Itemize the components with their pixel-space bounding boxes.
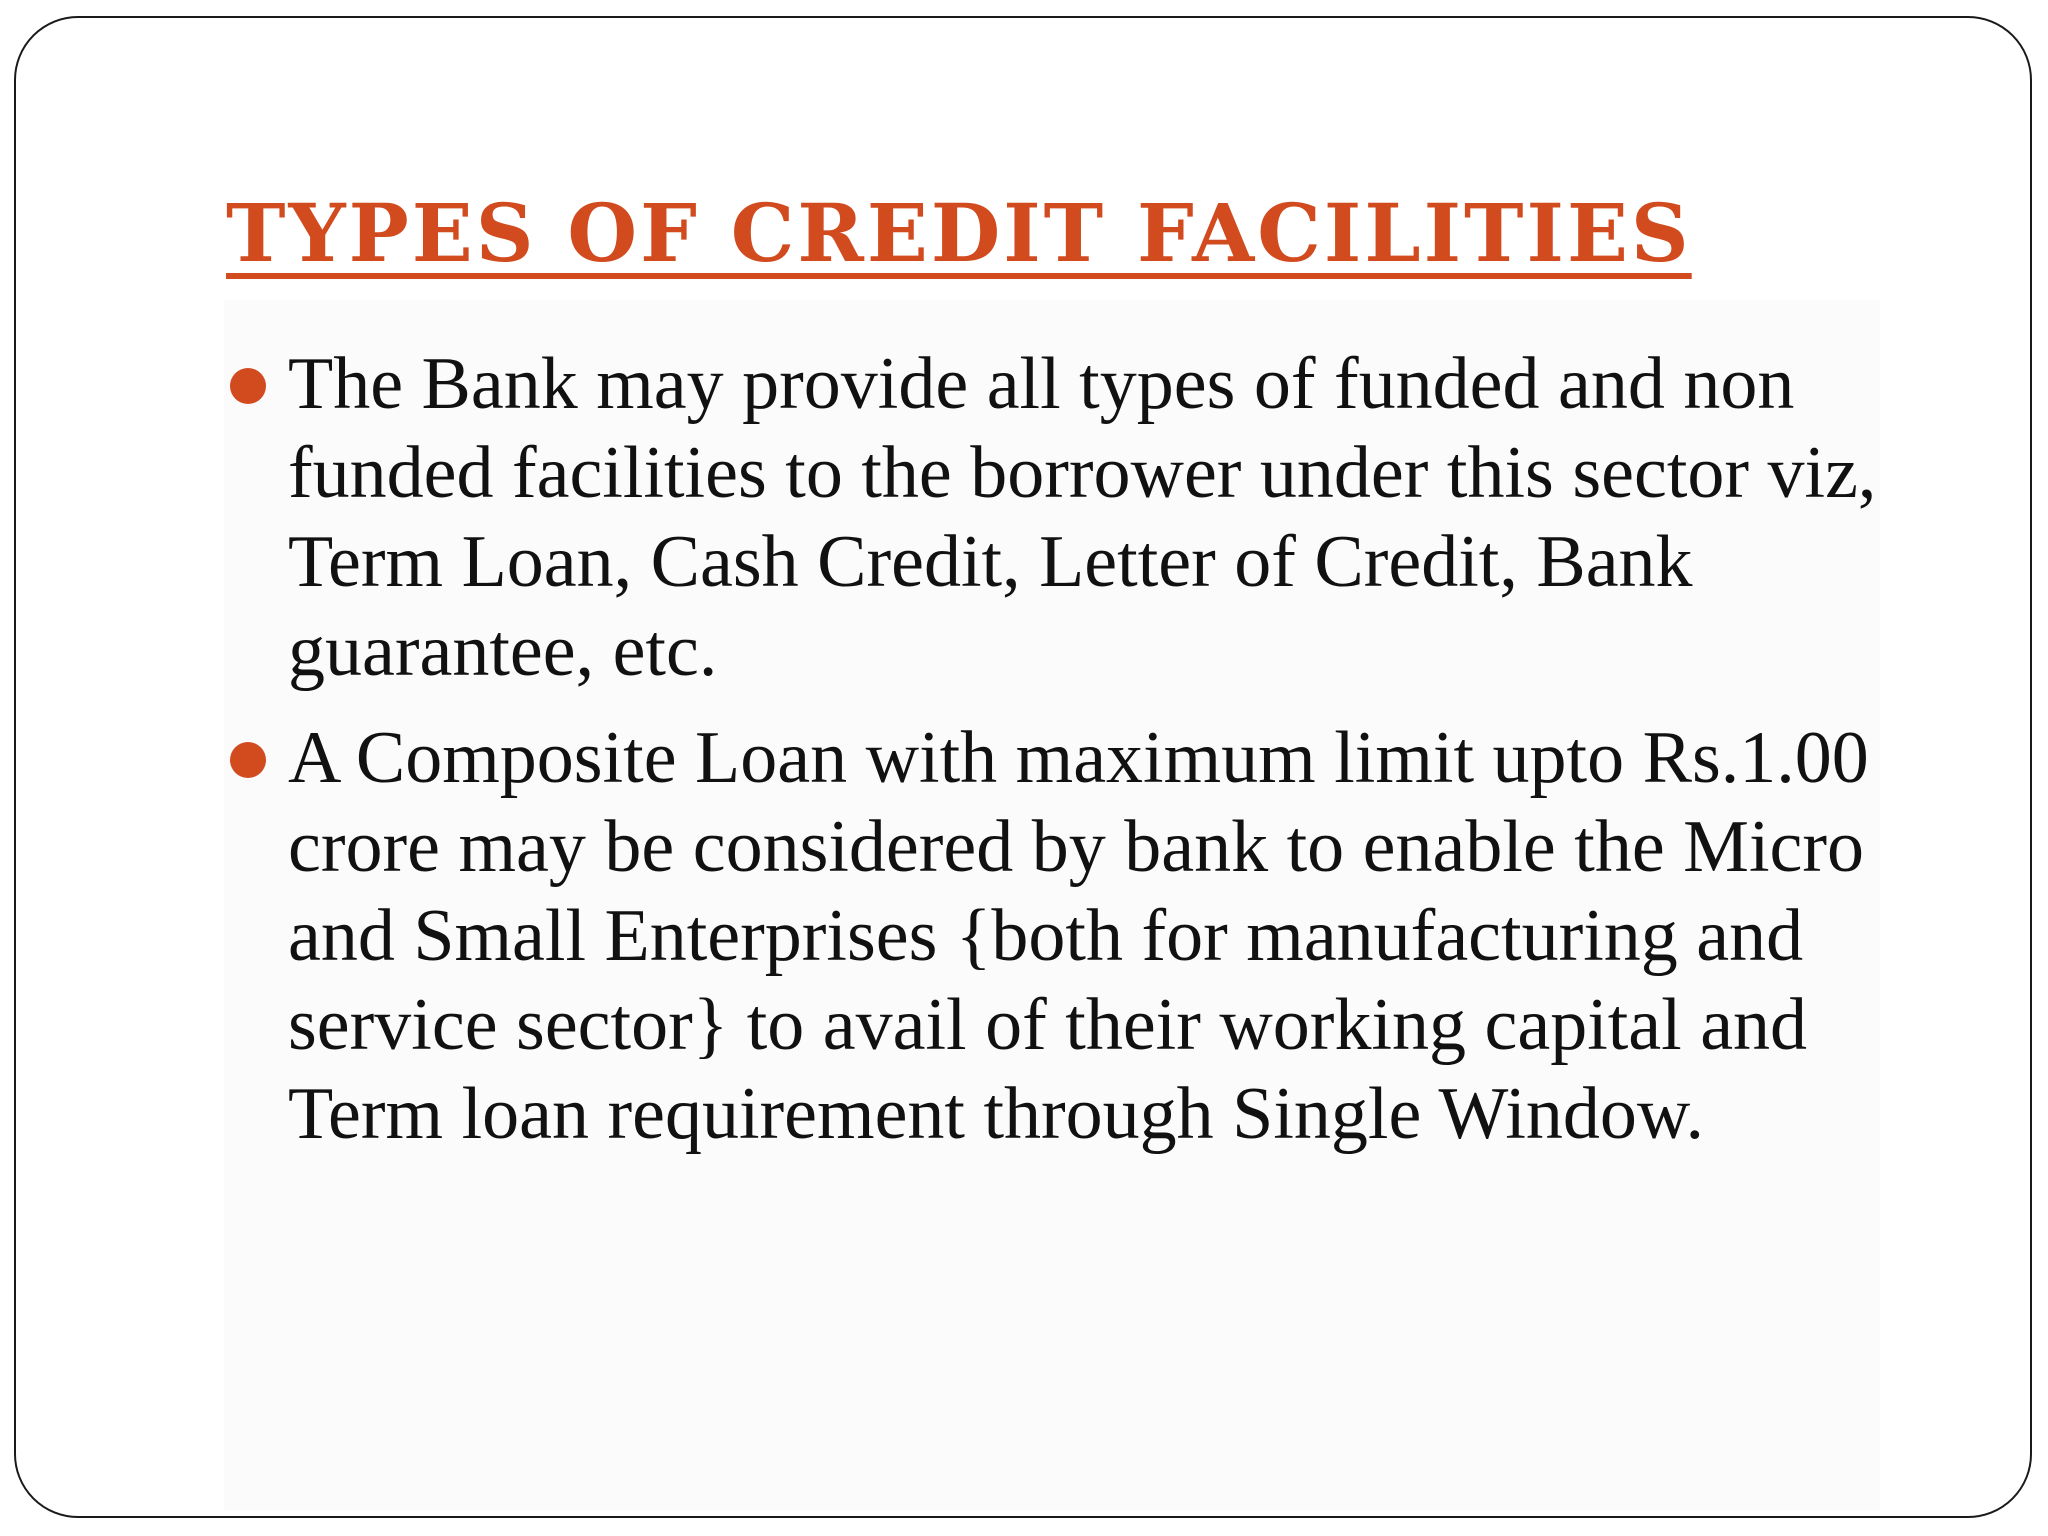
bullet-text: A Composite Loan with maximum limit upto Rs.1.00 crore may be considered by bank to enable the Micro and Small Enterprises {both for manufacturing and service sector} to avail of their working capital and Term loan requirement through Single Window. bbox=[288, 717, 1869, 1155]
bullet-item bbox=[226, 714, 1906, 1159]
bullet-list bbox=[226, 340, 1906, 1177]
bullet-text: The Bank may provide all types of funded and non funded facilities to the borrower under this sector viz, Term Loan, Cash Credit, Letter of Credit, Bank guarantee, etc. bbox=[288, 343, 1877, 692]
slide-title: TYPES OF CREDIT FACILITIES bbox=[226, 186, 1692, 280]
bullet-item bbox=[226, 340, 1906, 696]
bullet-dot-icon bbox=[230, 368, 266, 404]
bullet-dot-icon bbox=[230, 742, 266, 778]
